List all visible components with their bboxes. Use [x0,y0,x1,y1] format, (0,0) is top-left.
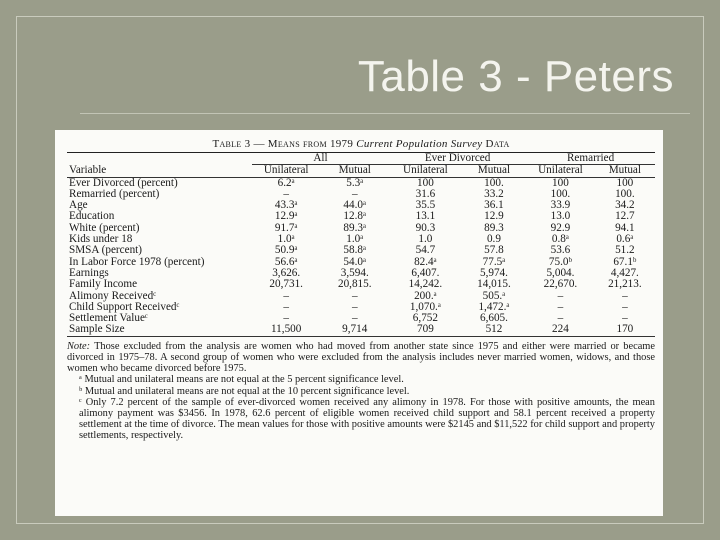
row-value: 51.2 [615,244,635,257]
sub-header-row [67,165,655,177]
row-value: 512 [485,323,503,336]
row-value: – [622,312,628,325]
row-value: 100. [484,176,504,189]
row-label: SMSA (percent) [69,244,143,257]
row-value: 35.5 [415,199,436,212]
row-value: 33.9 [550,199,571,212]
note-text: Those excluded from the analysis are women who had moved from another state since 1975 and either were married or became divorced in 1975–78. A second group of women who were excluded from the analysis includes never married women, widows, and those women who became divorced before 1975. [67,340,655,375]
row-value: 44.0ᵃ [343,199,367,212]
row-value: 54.7 [415,244,436,257]
row-value: – [351,312,358,325]
scanned-table-image [55,130,663,516]
row-value: 1,472.ᵃ [478,300,510,313]
row-value: 31.6 [415,187,436,200]
row-label: White (percent) [69,221,140,234]
row-value: 6,407. [411,266,440,279]
row-value: – [557,300,564,313]
row-value: – [557,312,564,325]
footnote-a: ᵃ Mutual and unilateral means are not equal at the 5 percent significance level. [79,374,404,386]
row-value: 33.2 [484,187,504,200]
row-label: Child Support Receivedᶜ [69,300,180,313]
row-value: 92.9 [550,221,571,234]
row-value: 709 [417,323,434,336]
note-paragraph [67,341,655,375]
row-value: 94.1 [615,221,635,234]
row-value: 9,714 [342,323,368,336]
row-value: 5,974. [479,266,508,279]
group-header-all: All [252,153,389,165]
row-value: 82.4ᵃ [414,255,437,268]
table-row [67,324,655,336]
row-value: – [622,289,628,302]
row-value: 1,070.ᵃ [409,300,441,313]
row-value: 100 [552,176,569,189]
title-divider [80,113,690,114]
row-value: – [351,300,358,313]
row-value: 20,815. [337,278,372,291]
table-bottom-rule [67,336,655,337]
row-value: 6.2ᵃ [277,176,295,189]
row-value: 75.0ᵇ [548,255,572,268]
sub-header-cell: Unilateral [263,164,309,177]
row-label: Settlement Valueᶜ [69,312,148,325]
row-value: 100. [550,187,571,200]
row-value: – [283,289,289,302]
row-label: Kids under 18 [69,233,133,246]
sub-header-cell: Unilateral [538,164,583,177]
sub-header-cell: Unilateral [403,164,448,177]
row-value: 21,213. [608,278,642,291]
row-value: 12.7 [615,210,635,223]
row-value: 11,500 [271,323,302,336]
row-value: 57.8 [484,244,504,257]
row-label: Age [69,199,88,212]
row-value: 224 [552,323,569,336]
row-value: 0.8ᵃ [551,233,569,246]
sub-header-cell: Mutual [477,164,511,177]
row-value: 200.ᵃ [414,289,437,302]
row-value: 6,605. [479,312,508,325]
row-value: 1.0ᵃ [277,233,295,246]
row-value: 58.8ᵃ [343,244,367,257]
row-value: – [351,187,358,200]
row-value: 0.6ᵃ [616,233,634,246]
group-header-row [67,153,655,165]
table-row [67,302,655,313]
row-value: 53.6 [550,244,571,257]
slide-title: Table 3 - Peters [357,52,674,101]
row-value: 22,670. [543,278,578,291]
row-value: 100 [417,176,434,189]
row-value: 54.0ᵃ [343,255,367,268]
row-value: 90.3 [415,221,436,234]
row-value: 4,427. [610,266,639,279]
row-value: 0.9 [486,233,501,246]
variable-header: Variable [69,164,107,177]
group-header-ever-divorced: Ever Divorced [389,153,526,165]
table-caption [67,138,655,150]
row-value: 13.1 [415,210,436,223]
row-label: Ever Divorced (percent) [69,176,178,189]
row-value: 100. [615,187,635,200]
footnote-b: ᵇ Mutual and unilateral means are not equal at the 10 percent significance level. [79,385,410,397]
row-value: 13.0 [550,210,571,223]
row-value: 100 [616,176,634,189]
row-value: – [557,289,564,302]
means-table [67,153,655,337]
row-label: Sample Size [69,323,125,336]
row-value: 50.9ᵃ [274,244,298,257]
row-value: 12.9ᵃ [274,210,298,223]
group-header-remarried: Remarried [526,153,655,165]
table-body [67,177,655,336]
row-value: 43.3ᵃ [274,199,298,212]
row-value: 34.2 [615,199,635,212]
row-value: 56.6ᵃ [274,255,298,268]
note-label: Note: [67,340,91,352]
table-notes [67,341,655,442]
footnote-c: ᶜ Only 7.2 percent of the sample of ever-divorced women received any alimony in 1978. For those with positive amounts, the mean alimony payment was $3456. In 1978, 62.6 percent of eligible women received child support and 58.1 percent received a property settlement at the time of divorce. The mean values for those with positive amounts were $2145 and $11,522 for child support and property settlements, respectively. [79,396,655,442]
sub-header-cell: Mutual [608,164,642,177]
row-value: – [622,300,628,313]
row-value: 170 [616,323,634,336]
row-value: 6,752 [412,312,438,325]
row-value: 67.1ᵇ [613,255,637,268]
row-value: 14,015. [477,278,511,291]
row-value: – [283,300,289,313]
row-label: Education [69,210,115,223]
row-label: In Labor Force 1978 (percent) [69,255,205,268]
row-value: 12.9 [484,210,504,223]
row-value: 36.1 [484,199,504,212]
row-value: – [351,289,358,302]
row-value: 3,594. [340,266,369,279]
row-label: Alimony Receivedᶜ [69,289,157,302]
row-value: 3,626. [272,266,301,279]
row-value: 91.7ᵃ [274,221,298,234]
row-value: 505.ᵃ [482,289,506,302]
row-value: 1.0 [418,233,433,246]
table-row [67,245,655,256]
row-value: 77.5ᵃ [482,255,506,268]
table-caption-lead: Table 3 — Means from 1979 [212,138,357,150]
table-caption-source: Current Population Survey [356,138,483,150]
row-label: Family Income [69,278,138,291]
row-value: – [283,312,289,325]
row-value: 14,242. [408,278,443,291]
row-value: 5.3ᵃ [346,176,364,189]
row-value: 20,731. [269,278,303,291]
row-value: 89.3ᵃ [343,221,367,234]
row-value: 5,004. [546,266,575,279]
table-caption-tail: Data [482,138,510,150]
row-value: – [283,187,289,200]
row-label: Earnings [69,266,109,279]
row-value: 12.8ᵃ [343,210,367,223]
row-value: 89.3 [484,221,504,234]
row-value: 1.0ᵃ [346,233,364,246]
sub-header-cell: Mutual [338,164,371,177]
table-row [67,279,655,290]
row-label: Remarried (percent) [69,187,160,200]
